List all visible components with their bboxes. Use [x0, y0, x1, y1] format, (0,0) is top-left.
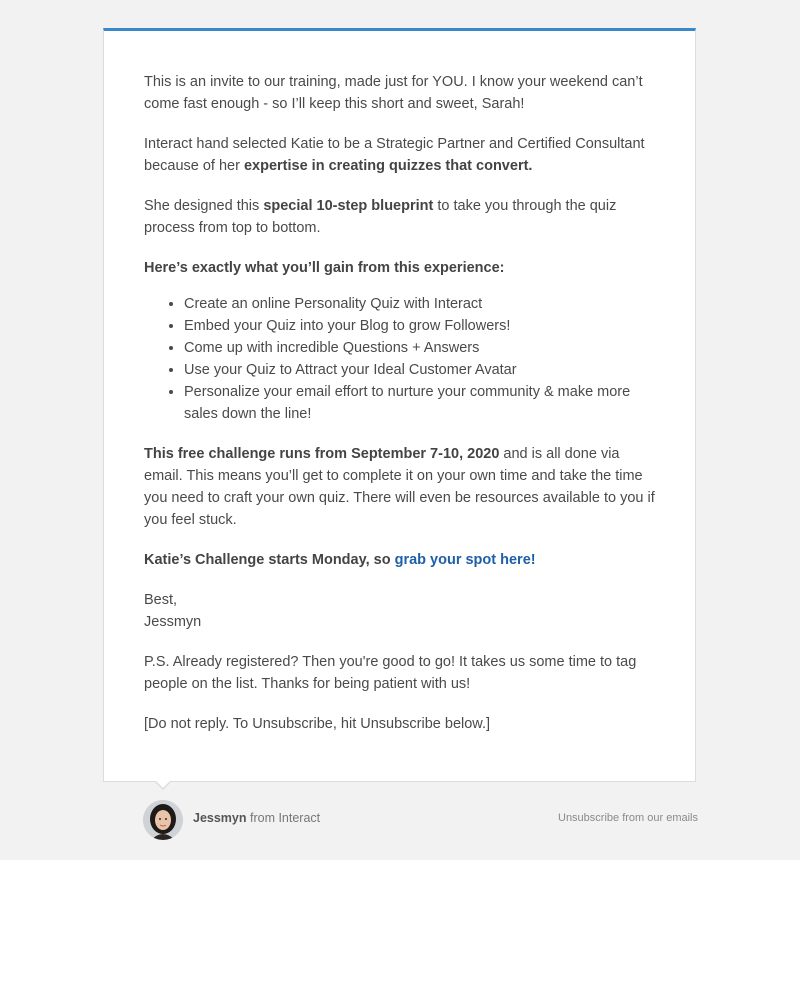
gain-heading-paragraph: [144, 257, 656, 279]
sender-from: from Interact: [246, 811, 321, 825]
sender-name: Jessmyn: [193, 811, 247, 825]
blueprint-pre: She designed this: [144, 198, 264, 214]
avatar-icon: [143, 800, 183, 840]
challenge-dates: This free challenge runs from September 7-10, 2020: [144, 446, 500, 462]
challenge-text: and is all done via email. This means you’ll get to complete it on your own time and take the time you need to craft your own quiz. There will even be resources available to you if you feel stuck.: [144, 446, 655, 528]
list-item: • Use your Quiz to Attract your Ideal Customer Avatar: [184, 359, 656, 381]
list-item: • Personalize your email effort to nurture your community & make more sales down the line!: [184, 381, 656, 425]
list-item: • Create an online Personality Quiz with Interact: [184, 293, 656, 315]
grab-spot-link[interactable]: grab your spot here!: [394, 552, 536, 568]
blueprint-paragraph: [144, 195, 656, 239]
signoff: Best,: [144, 592, 178, 608]
cta-text: Katie’s Challenge starts Monday, so: [144, 552, 395, 568]
partner-emphasis: expertise in creating quizzes that convert.: [243, 158, 533, 174]
ps-paragraph: P.S. Already registered? Then you're good to go! It takes us some time to tag people on the list. Thanks for being patient with us!: [144, 654, 637, 692]
avatar: [143, 800, 183, 840]
partner-paragraph: [144, 133, 656, 177]
gain-list: [144, 293, 656, 425]
blueprint-emphasis: special 10-step blueprint: [263, 198, 434, 214]
cta-paragraph: [144, 549, 656, 571]
unsubscribe-link[interactable]: Unsubscribe from our emails: [558, 812, 698, 824]
signoff-paragraph: [144, 589, 656, 633]
partner-text: Interact hand selected Katie to be a Strategic Partner and Certified Consultant because of her: [144, 136, 645, 174]
blueprint-post: to take you through the quiz process from top to bottom.: [144, 198, 617, 236]
gain-heading: Here’s exactly what you’ll gain from this experience:: [144, 260, 505, 276]
intro-paragraph: This is an invite to our training, made just for YOU. I know your weekend can’t come fast enough - so I’ll keep this short and sweet, Sarah!: [144, 74, 643, 112]
list-item: • Embed your Quiz into your Blog to grow Followers!: [184, 315, 656, 337]
email-body: [144, 71, 656, 753]
sender-line: [193, 811, 320, 825]
no-reply-note: [Do not reply. To Unsubscribe, hit Unsubscribe below.]: [144, 716, 491, 732]
list-item: • Come up with incredible Questions + Answers: [184, 337, 656, 359]
challenge-paragraph: [144, 443, 656, 531]
signature: Jessmyn: [144, 614, 202, 630]
card-notch-fill: [155, 780, 171, 788]
email-card: [103, 28, 696, 782]
email-footer: [143, 800, 698, 840]
